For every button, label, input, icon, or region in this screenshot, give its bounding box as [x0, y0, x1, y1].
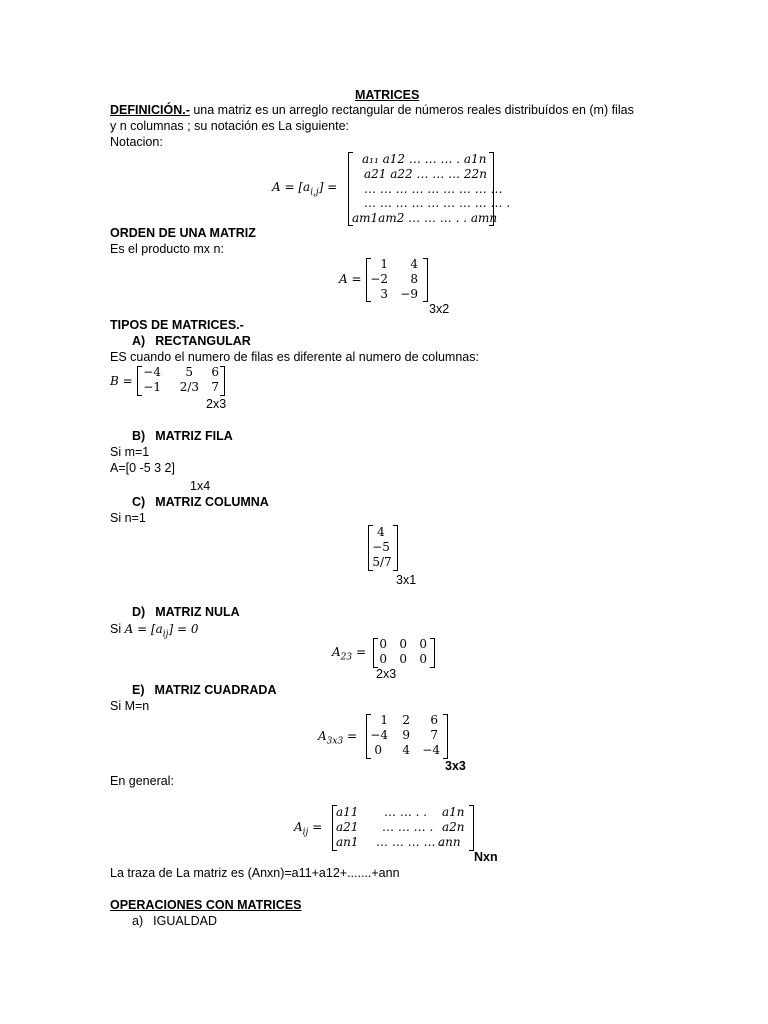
- columna-dimension: 3x1: [396, 573, 417, 587]
- operaciones-item-igualdad: a) IGUALDAD: [132, 914, 218, 928]
- cuadrada-heading: E) MATRIZ CUADRADA: [132, 683, 277, 697]
- orden-text: Es el producto mx n:: [110, 242, 224, 256]
- columna-condition: Si n=1: [110, 511, 146, 525]
- rectangular-matrix: −4 5 6 −1 2/3 7: [137, 366, 225, 396]
- nula-heading: D) MATRIZ NULA: [132, 605, 240, 619]
- general-dimension: Nxn: [474, 850, 498, 864]
- notation-label: Notacion:: [110, 135, 163, 149]
- traza-text: La traza de La matriz es (Anxn)=a11+a12+.......+ann: [110, 866, 400, 880]
- definition-text-1: una matriz es un arreglo rectangular de números reales distribuídos en (m) filas: [189, 103, 634, 117]
- cuadrada-condition: Si M=n: [110, 699, 150, 713]
- rectangular-matrix-lhs: B =: [110, 374, 133, 388]
- rectangular-text: ES cuando el numero de filas es diferente al numero de columnas:: [110, 350, 479, 364]
- orden-heading: ORDEN DE UNA MATRIZ: [110, 226, 256, 240]
- nula-matrix-lhs: $A_{23}$ =: [332, 645, 366, 663]
- definition-label: DEFINICIÓN.-: [110, 103, 190, 117]
- rectangular-dimension: 2x3: [206, 397, 227, 411]
- cuadrada-dimension: 3x3: [445, 759, 466, 773]
- orden-dimension: 3x2: [429, 302, 450, 316]
- general-matrix: a11 … … . . a1n a21 … … … . a2n an1 … … … … . ann: [332, 805, 474, 851]
- orden-matrix-lhs: A =: [339, 272, 362, 286]
- notation-matrix: a₁₁ a12 … … … . a1n a21 a22 … … … 22n … … … … … … … … … … … … … … … … … … . am1am2 … … … . . amn: [348, 152, 494, 226]
- rectangular-heading: A) RECTANGULAR: [132, 334, 251, 348]
- definition-line-1: [110, 103, 634, 118]
- cuadrada-matrix: 1 2 6 −4 9 7 0 4 −4: [366, 714, 448, 759]
- fila-condition: Si m=1: [110, 445, 150, 459]
- fila-dimension: 1x4: [190, 479, 211, 493]
- fila-heading: B) MATRIZ FILA: [132, 429, 233, 443]
- columna-heading: C) MATRIZ COLUMNA: [132, 495, 269, 509]
- fila-example: A=[0 -5 3 2]: [110, 461, 175, 475]
- general-matrix-lhs: $A_{ij}$ =: [294, 820, 323, 838]
- orden-matrix: 1 4 −2 8 3 −9: [366, 258, 428, 302]
- operaciones-heading: OPERACIONES CON MATRICES: [110, 898, 302, 912]
- general-text: En general:: [110, 774, 174, 788]
- nula-matrix: 0 0 0 0 0 0: [373, 638, 435, 668]
- columna-matrix: 4 −5 5/7: [368, 525, 398, 571]
- notation-matrix-lhs: $A = [a_{i,j}]$ =: [272, 180, 338, 198]
- page-title: MATRICES: [355, 88, 420, 102]
- tipos-heading: TIPOS DE MATRICES.-: [110, 318, 244, 332]
- cuadrada-matrix-lhs: $A_{3x3}$ =: [318, 729, 358, 747]
- nula-dimension: 2x3: [376, 667, 397, 681]
- definition-line-2: y n columnas ; su notación es La siguiente:: [110, 119, 350, 133]
- nula-condition: Si $A = [a_{ij}] = 0$: [110, 622, 199, 640]
